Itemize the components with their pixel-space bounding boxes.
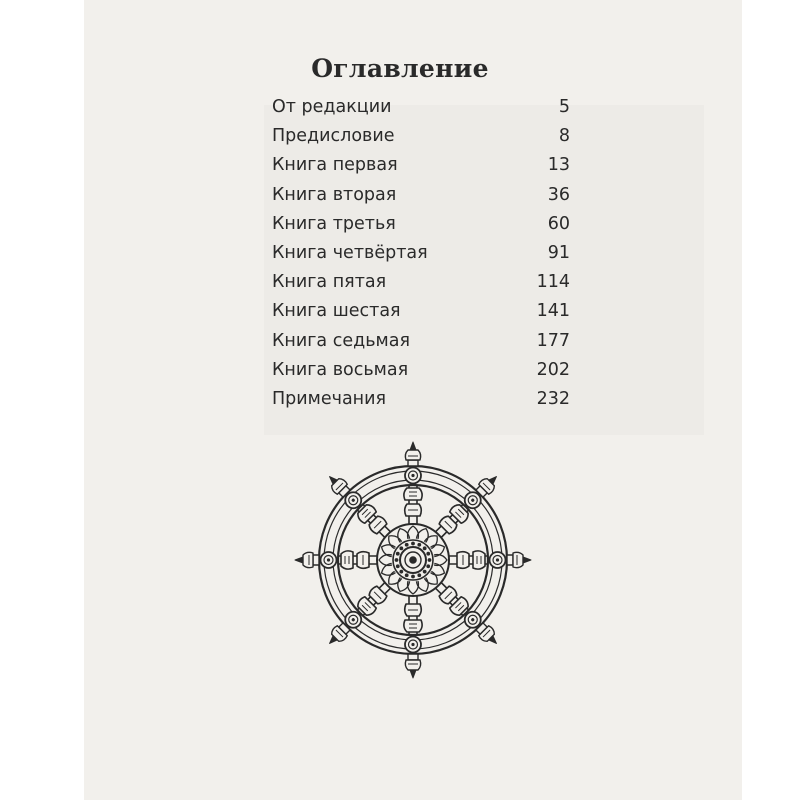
- toc-entry-label: Предисловие: [272, 126, 395, 147]
- toc-entry-page: 232: [536, 388, 570, 409]
- toc-entry-page: 202: [536, 359, 570, 380]
- toc-entry-label: Книга пятая: [272, 272, 387, 293]
- toc-entry-label: Книга седьмая: [272, 330, 410, 351]
- toc-entry: [272, 243, 570, 272]
- toc-entry: [272, 272, 570, 301]
- toc-entry: [272, 301, 570, 330]
- toc-entry-page: 13: [547, 155, 570, 176]
- toc-entry-page: 8: [558, 126, 570, 147]
- toc-entry-page: 177: [536, 330, 570, 351]
- toc-entry-label: Книга первая: [272, 155, 398, 176]
- toc-entry: [272, 360, 570, 389]
- toc-entry-label: Книга четвёртая: [272, 242, 428, 263]
- toc-entry-label: Примечания: [272, 388, 387, 409]
- toc-entry: [272, 331, 570, 360]
- dharma-wheel-icon: [288, 435, 538, 685]
- toc-entry: [272, 214, 570, 243]
- toc-entry-page: 114: [536, 272, 570, 293]
- page-title: Оглавление: [311, 54, 489, 83]
- toc-entry: [272, 389, 570, 418]
- table-of-contents: [272, 97, 570, 418]
- toc-entry: [272, 126, 570, 155]
- toc-entry-page: 5: [558, 97, 570, 117]
- toc-entry-label: Книга третья: [272, 213, 396, 234]
- toc-entry-page: 36: [547, 184, 570, 205]
- toc-entry: [272, 155, 570, 184]
- toc-entry: [272, 97, 570, 126]
- toc-entry: [272, 185, 570, 214]
- toc-entry-label: Книга шестая: [272, 301, 401, 322]
- toc-entry-page: 91: [547, 242, 570, 263]
- toc-entry-page: 60: [547, 213, 570, 234]
- toc-entry-label: Книга вторая: [272, 184, 397, 205]
- toc-entry-label: Книга восьмая: [272, 359, 409, 380]
- toc-entry-page: 141: [536, 301, 570, 322]
- toc-entry-label: От редакции: [272, 97, 392, 117]
